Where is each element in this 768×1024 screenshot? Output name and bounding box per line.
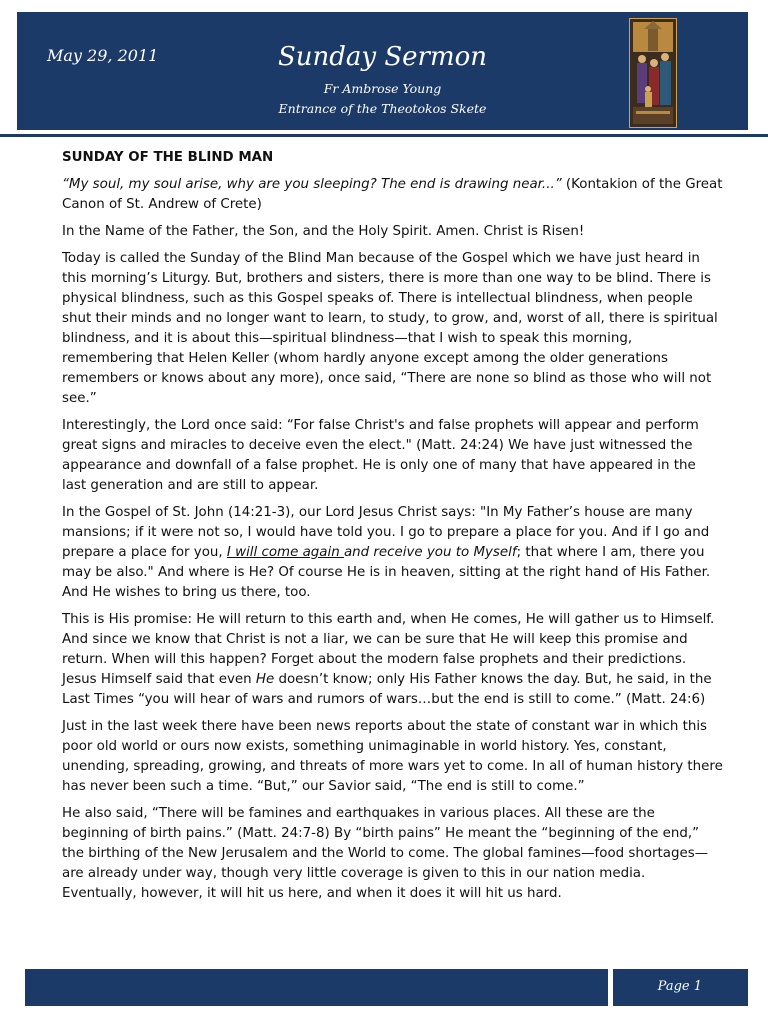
epigraph-quote: “My soul, my soul arise, why are you sleeping? The end is drawing near...” xyxy=(62,177,562,192)
promise-text-start: This is His promise: He will return to this earth and, when He comes, He will gather us to Himself. And since we know that Christ is not a liar, we can be sure that He will keep this promise and return. When will this happen? Forget about the modern false prophets and their predictions. Jesus Himself said that even xyxy=(62,612,715,687)
paragraph-blindness: Today is called the Sunday of the Blind Man because of the Gospel which we have just heard in this morning’s Liturgy. But, brothers and sisters, there is more than one way to be blind. There is physical blindness, such as this Gospel speaks of. There is intellectual blindness, when people shut their minds and no longer want to learn, to study, to grow, and, worst of all, there is spiritual blindness, and it is about this—spiritual blindness—that I wish to speak this morning, remembering that Helen Keller (whom hardly anyone except among the older generations remembers or knows about any more), once said, “There are none so blind as those who will not see.” xyxy=(62,251,718,406)
paragraph-gospel-john xyxy=(62,503,724,603)
skete-name: Entrance of the Theotokos Skete xyxy=(278,101,487,116)
header-rule xyxy=(0,134,768,137)
promise-text-end: doesn’t know; only His Father knows the day. But, he said, in the Last Times “you will hear of wars and rumors of wars…but the end is still to come.” (Matt. 24:6) xyxy=(62,672,712,707)
gospel-text-end: ; that where I am, there you may be also." And where is He? Of course He is in heaven, sitting at the right hand of His Father. And He wishes to bring us there, too. xyxy=(62,545,711,600)
footer-page-box xyxy=(613,969,748,1006)
sermon-body xyxy=(62,148,724,911)
paragraph-famines: He also said, “There will be famines and earthquakes in various places. All these are the beginning of birth pains.” (Matt. 24:7-8) By “birth pains” He meant the “beginning of the end,” the birthing of the New Jerusalem and the World to come. The global famines—food shortages—are already under way, though very little coverage is given to this in our nation media. Eventually, however, it will hit us here, and when it does it will hit us hard. xyxy=(62,806,709,901)
icon-image xyxy=(629,18,677,128)
epigraph-source: (Kontakion of the Great Canon of St. Andrew of Crete) xyxy=(62,177,723,212)
author-name: Fr Ambrose Young xyxy=(323,81,442,96)
paragraph-promise xyxy=(62,610,724,710)
italic-he: He xyxy=(255,672,275,687)
epigraph xyxy=(62,175,724,215)
sermon-date: May 29, 2011 xyxy=(47,46,159,65)
gospel-text-start: In the Gospel of St. John (14:21-3), our Lord Jesus Christ says: "In My Father’s house are many mansions; if it were not so, I would have told you. I go to prepare a place for you. And if I go and prepare a place for you, xyxy=(62,505,710,560)
entrance-icon xyxy=(630,19,676,127)
page-number: Page 1 xyxy=(657,979,702,994)
paragraph-invocation: In the Name of the Father, the Son, and the Holy Spirit. Amen. Christ is Risen! xyxy=(62,224,585,239)
italic-phrase: and receive you to Myself xyxy=(343,545,517,560)
underlined-phrase: I will come again xyxy=(226,545,344,560)
paragraph-wars: Just in the last week there have been news reports about the state of constant war in which this poor old world or ours now exists, something unimaginable in world history. Yes, constant, unending, spreading, growing, and threats of more wars yet to come. In all of human history there has never been such a time. “But,” our Savior said, “The end is still to come.” xyxy=(62,719,723,794)
header-banner xyxy=(17,12,748,130)
sermon-heading: SUNDAY OF THE BLIND MAN xyxy=(62,150,274,165)
paragraph-false-prophets: Interestingly, the Lord once said: “For false Christ's and false prophets will appear and perform great signs and miracles to deceive even the elect." (Matt. 24:24) We have just witnessed the appearance and downfall of a false prophet. He is only one of many that have appeared in the last generation and are still to appear. xyxy=(62,418,699,493)
footer-bar xyxy=(25,969,608,1006)
newsletter-title: Sunday Sermon xyxy=(277,42,488,72)
